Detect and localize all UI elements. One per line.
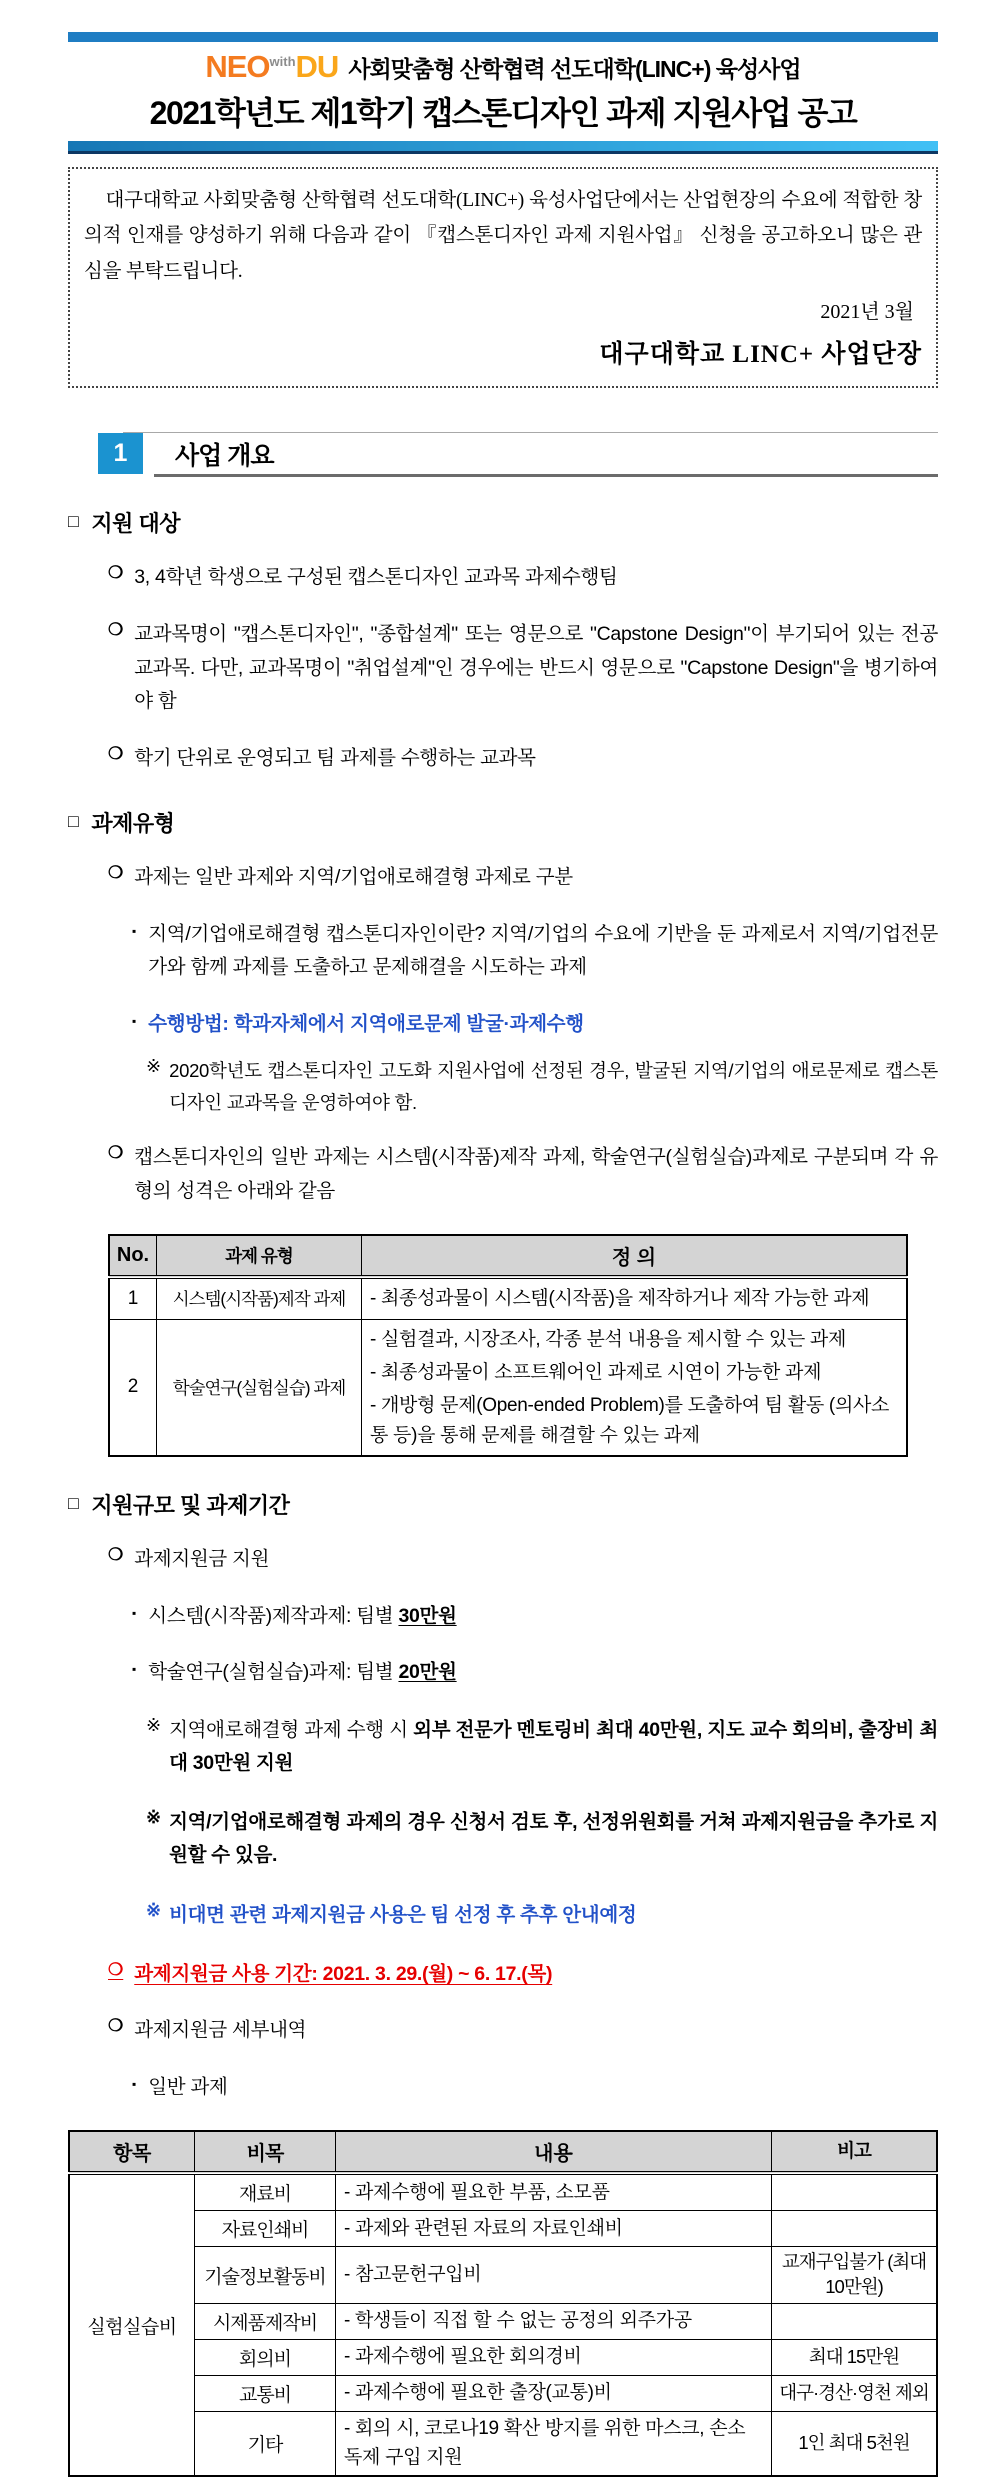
subsection-heading-label: 지원 대상 (91, 511, 180, 537)
reference-note-text: 지역/기업애로해결형 과제의 경우 신청서 검토 후, 선정위원회를 거쳐 과제지원금을 추가로 지원할 수 있음. (169, 1811, 938, 1867)
table-cell-item: 교통비 (195, 2376, 336, 2412)
table-header-cell: 비고 (772, 2131, 938, 2173)
logo-with-text: with (269, 54, 296, 69)
table-cell-note: 최대 15만원 (772, 2340, 938, 2376)
subsection-heading-label: 지원규모 및 과제기간 (91, 1493, 290, 1519)
circle-bullet-icon: ❍ (108, 563, 124, 583)
intro-signature: 대구대학교 LINC+ 사업단장 (599, 341, 922, 369)
grant-prefix: 학술연구(실험실습)과제: 팀별 (148, 1661, 399, 1684)
announcement-page (0, 32, 992, 2468)
reference-note (68, 1806, 938, 1872)
sub-bullet-item (68, 1008, 938, 1042)
sub-bullet-item (68, 1656, 938, 1690)
checkbox-square-icon: □ (68, 1493, 79, 1514)
table-header-cell: 비목 (195, 2131, 336, 2173)
table-header-cell: 내용 (336, 2131, 772, 2173)
sub-bullet-item (68, 2071, 938, 2105)
square-bullet-icon: ▪ (132, 1013, 137, 1028)
table-row (69, 2304, 937, 2340)
table-row (109, 1277, 907, 1319)
table-cell-type: 학술연구(실험실습) 과제 (157, 1319, 362, 1456)
circle-bullet-icon: ❍ (108, 743, 124, 763)
square-bullet-icon: ▪ (132, 1662, 137, 1677)
table-cell-category: 실험실습비 (69, 2173, 195, 2476)
section-number-badge: 1 (98, 433, 143, 474)
subsection-heading-support-target (68, 507, 938, 538)
table-header-cell: 정 의 (362, 1235, 908, 1277)
table-cell-item: 시제품제작비 (195, 2304, 336, 2340)
table-cell-type: 시스템(시작품)제작 과제 (157, 1277, 362, 1319)
bullet-item (68, 2014, 938, 2048)
table-cell-note (772, 2304, 938, 2340)
square-bullet-icon: ▪ (132, 923, 137, 938)
square-bullet-icon: ▪ (132, 2076, 137, 2091)
bullet-text: 캡스톤디자인의 일반 과제는 시스템(시작품)제작 과제, 학술연구(실험실습)과제로 구분되며 각 유형의 성격은 아래와 같음 (134, 1146, 938, 1202)
table-cell-desc: - 과제수행에 필요한 출장(교통)비 (336, 2376, 772, 2412)
table-cell-desc: - 과제수행에 필요한 부품, 소모품 (336, 2173, 772, 2211)
reference-note (68, 1714, 938, 1780)
table-cell-item: 회의비 (195, 2340, 336, 2376)
bullet-item-period (68, 1958, 938, 1992)
definition-line: - 최종성과물이 시스템(시작품)을 제작하거나 제작 가능한 과제 (370, 1288, 870, 1310)
grant-prefix: 시스템(시작품)제작과제: 팀별 (148, 1604, 399, 1627)
table-row (69, 2340, 937, 2376)
section-1-header (68, 432, 938, 475)
sub-bullet-item (68, 1600, 938, 1634)
reference-note-text: 2020학년도 캡스톤디자인 고도화 지원사업에 선정된 경우, 발굴된 지역/기업의 애로문제로 캡스톤디자인 교과목을 운영하여야 함. (169, 1060, 938, 1113)
note-bold-part: 외부 전문가 멘토링비 최대 40만원, 지도 교수 회의비, 출장비 최대 30만원 지원 (169, 1718, 938, 1775)
table-cell-note (772, 2211, 938, 2247)
period-text: 과제지원금 사용 기간: 2021. 3. 29.(월) ~ 6. 17.(목) (134, 1962, 553, 1985)
bullet-item (68, 861, 938, 895)
square-bullet-icon: ▪ (132, 1605, 137, 1620)
reference-note-text (169, 1714, 938, 1780)
program-name: 사회맞춤형 산학협력 선도대학(LINC+) 육성사업 (348, 55, 801, 82)
table-row (69, 2173, 937, 2211)
circle-bullet-icon: ❍ (108, 863, 124, 883)
table-header-cell: No. (109, 1235, 157, 1277)
table-cell-note: 1인 최대 5천원 (772, 2412, 938, 2477)
table-row (109, 1319, 907, 1456)
table-cell-desc: - 참고문헌구입비 (336, 2247, 772, 2304)
checkbox-square-icon: □ (68, 811, 79, 832)
table-cell-no: 1 (109, 1277, 157, 1319)
bullet-text: 과제지원금 세부내역 (134, 2019, 307, 2042)
bullet-item (68, 1141, 938, 1208)
table-cell-desc: - 학생들이 직접 할 수 없는 공정의 외주가공 (336, 2304, 772, 2340)
table-cell-item: 자료인쇄비 (195, 2211, 336, 2247)
table-cell-item: 기타 (195, 2412, 336, 2477)
bullet-text: 과제지원금 지원 (134, 1548, 270, 1571)
table-cell-note: 교재구입불가 (최대 10만원) (772, 2247, 938, 2304)
intro-date: 2021년 3월 (820, 301, 914, 324)
table-cell-note (772, 2173, 938, 2211)
page-title: 2021학년도 제1학기 캡스톤디자인 과제 지원사업 공고 (149, 95, 857, 131)
bullet-text: 학기 단위로 운영되고 팀 과제를 수행하는 교과목 (134, 746, 536, 769)
circle-bullet-icon: ❍ (108, 1545, 124, 1565)
reference-note (68, 1899, 938, 1932)
table-row (69, 2211, 937, 2247)
subsection-heading-task-type (68, 807, 938, 838)
table-header-cell: 항목 (69, 2131, 195, 2173)
section-header-bottom-line (154, 474, 938, 477)
table-row (69, 2247, 937, 2304)
grant-amount: 30만원 (398, 1604, 457, 1627)
section-header-top-line (123, 432, 938, 433)
logo-du-text: DU (295, 49, 339, 84)
note-prefix: 지역애로해결형 과제 수행 시 (169, 1718, 414, 1741)
neo-with-du-logo (205, 49, 338, 85)
definition-line: - 최종성과물이 소프트웨어인 과제로 시연이 가능한 과제 (370, 1362, 822, 1384)
reference-mark-icon: ※ (146, 1807, 162, 1828)
circle-bullet-icon: ❍ (108, 619, 124, 639)
circle-bullet-icon: ❍ (108, 1959, 124, 1979)
table-cell-desc: - 과제와 관련된 자료의 자료인쇄비 (336, 2211, 772, 2247)
table-cell-desc: - 회의 시, 코로나19 확산 방지를 위한 마스크, 손소독제 구입 지원 (336, 2412, 772, 2477)
bullet-item (68, 1543, 938, 1577)
title-underline-bar (68, 141, 938, 154)
table-cell-item: 기술정보활동비 (195, 2247, 336, 2304)
grant-amount: 20만원 (398, 1661, 457, 1684)
bullet-text: 교과목명이 "캡스톤디자인", "종합설계" 또는 영문으로 "Capstone Design"이 부기되어 있는 전공 교과목. 다만, 교과목명이 "취업설계"인 경우에는 반드시 영문으로 "Capstone Design"을 병기하여야 함 (134, 622, 938, 713)
table-cell-item: 재료비 (195, 2173, 336, 2211)
sub-bullet-text-method: 수행방법: 학과자체에서 지역애로문제 발굴·과제수행 (148, 1012, 584, 1035)
table-cell-definition (362, 1319, 908, 1456)
reference-note (68, 1055, 938, 1118)
circle-bullet-icon: ❍ (108, 2016, 124, 2036)
sub-bullet-text: 지역/기업애로해결형 캡스톤디자인이란? 지역/기업의 수요에 기반을 둔 과제로서 지역/기업전문가와 함께 과제를 도출하고 문제해결을 시도하는 과제 (148, 922, 938, 979)
budget-table (68, 2130, 938, 2477)
table-header-row (69, 2131, 937, 2173)
sub-bullet-text (148, 1656, 456, 1690)
top-accent-bar (68, 32, 938, 42)
bullet-text: 과제는 일반 과제와 지역/기업애로해결형 과제로 구분 (134, 866, 573, 889)
table-header-row (109, 1235, 907, 1277)
table-row (69, 2412, 937, 2477)
bullet-text: 3, 4학년 학생으로 구성된 캡스톤디자인 교과목 과제수행팀 (134, 566, 618, 589)
table-row (69, 2376, 937, 2412)
subsection-heading-support-scale (68, 1489, 938, 1520)
reference-mark-icon: ※ (146, 1899, 162, 1920)
reference-note-text: 비대면 관련 과제지원금 사용은 팀 선정 후 추후 안내예정 (169, 1903, 637, 1926)
table-cell-desc: - 과제수행에 필요한 회의경비 (336, 2340, 772, 2376)
header-row (68, 49, 938, 85)
intro-text: 대구대학교 사회맞춤형 산학협력 선도대학(LINC+) 육성사업단에서는 산업현장의 수요에 적합한 창의적 인재를 양성하기 위해 다음과 같이 『캡스톤디자인 과제 지원사업』 신청을 공고하오니 많은 관심을 부탁드립니다. (84, 190, 922, 282)
bullet-item (68, 561, 938, 595)
sub-bullet-text (148, 1600, 456, 1634)
table-cell-no: 2 (109, 1319, 157, 1456)
sub-bullet-item (68, 918, 938, 985)
reference-mark-icon: ※ (146, 1714, 162, 1735)
definition-line: - 개방형 문제(Open-ended Problem)를 도출하여 팀 활동 (의사소통 등)을 통해 문제를 해결할 수 있는 과제 (370, 1395, 890, 1446)
table-header-cell: 과제 유형 (157, 1235, 362, 1277)
task-type-table (108, 1234, 908, 1457)
intro-box (68, 167, 938, 388)
section-title: 사업 개요 (175, 441, 274, 470)
bullet-item (68, 618, 938, 719)
subsection-heading-label: 과제유형 (91, 811, 175, 837)
circle-bullet-icon: ❍ (108, 1143, 124, 1163)
definition-line: - 실험결과, 시장조사, 각종 분석 내용을 제시할 수 있는 과제 (370, 1328, 847, 1350)
table-cell-definition (362, 1277, 908, 1319)
checkbox-square-icon: □ (68, 511, 79, 532)
table-cell-note: 대구·경산·영천 제외 (772, 2376, 938, 2412)
reference-mark-icon: ※ (146, 1056, 162, 1077)
sub-bullet-text: 일반 과제 (148, 2075, 228, 2098)
bullet-item (68, 742, 938, 776)
logo-neo-text: NEO (205, 49, 270, 84)
